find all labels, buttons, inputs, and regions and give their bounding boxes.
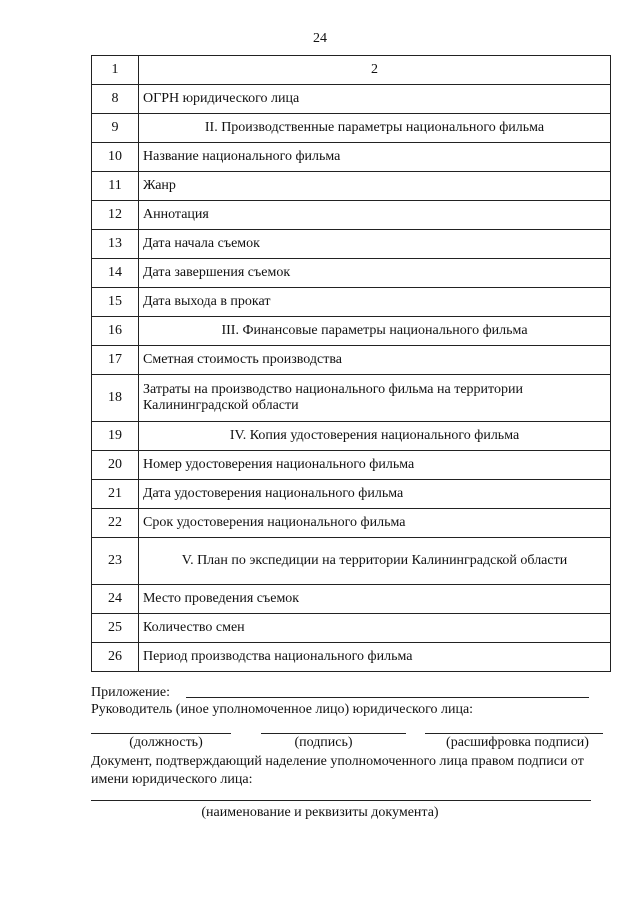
position-label: (должность) [129, 735, 203, 750]
field-label: Жанр [139, 172, 611, 201]
table-row [92, 614, 611, 643]
field-label: Место проведения съемок [139, 585, 611, 614]
row-number: 15 [92, 288, 139, 317]
section-title: II. Производственные параметры национального фильма [139, 114, 611, 143]
row-number: 24 [92, 585, 139, 614]
row-number: 13 [92, 230, 139, 259]
row-number: 21 [92, 480, 139, 509]
row-number: 23 [92, 538, 139, 585]
row-number: 12 [92, 201, 139, 230]
table-row [92, 85, 611, 114]
section-title: 2 [139, 56, 611, 85]
table-row [92, 172, 611, 201]
field-label: Период производства национального фильма [139, 643, 611, 672]
table-row [92, 317, 611, 346]
table-row [92, 643, 611, 672]
row-number: 16 [92, 317, 139, 346]
table-row [92, 114, 611, 143]
row-number: 25 [92, 614, 139, 643]
table-row [92, 143, 611, 172]
table-row [92, 230, 611, 259]
row-number: 1 [92, 56, 139, 85]
table-row [92, 346, 611, 375]
field-label: Номер удостоверения национального фильма [139, 451, 611, 480]
field-label: Аннотация [139, 201, 611, 230]
form-table [91, 55, 611, 672]
signature-label: (подпись) [294, 735, 353, 750]
row-number: 18 [92, 375, 139, 422]
document-text: Документ, подтверждающий наделение уполномоченного лица правом подписи от имени юридического лица: [91, 754, 584, 787]
table-row [92, 509, 611, 538]
table-row [92, 288, 611, 317]
section-title: IV. Копия удостоверения национального фильма [139, 422, 611, 451]
row-number: 11 [92, 172, 139, 201]
document-caption: (наименование и реквизиты документа) [201, 805, 439, 820]
field-label: Количество смен [139, 614, 611, 643]
decoding-line [425, 733, 603, 734]
table-row [92, 375, 611, 422]
signature-line [261, 733, 406, 734]
field-label: Затраты на производство национального фильма на территории Калининградской области [139, 375, 611, 422]
table-row [92, 585, 611, 614]
table-row [92, 480, 611, 509]
field-label: Дата выхода в прокат [139, 288, 611, 317]
table-row [92, 201, 611, 230]
row-number: 17 [92, 346, 139, 375]
row-number: 8 [92, 85, 139, 114]
table-header-row [92, 56, 611, 85]
head-label: Руководитель (иное уполномоченное лицо) юридического лица: [91, 702, 474, 717]
row-number: 26 [92, 643, 139, 672]
document-line [91, 800, 591, 801]
field-label: ОГРН юридического лица [139, 85, 611, 114]
page-number: 24 [313, 31, 327, 46]
row-number: 10 [92, 143, 139, 172]
attachment-row [91, 684, 611, 702]
row-number: 14 [92, 259, 139, 288]
section-title: III. Финансовые параметры национального фильма [139, 317, 611, 346]
table-row [92, 538, 611, 585]
row-number: 19 [92, 422, 139, 451]
position-line [91, 733, 231, 734]
decoding-label: (расшифровка подписи) [446, 735, 589, 750]
field-label: Дата начала съемок [139, 230, 611, 259]
field-label: Сметная стоимость производства [139, 346, 611, 375]
table-body [92, 56, 611, 672]
section-title: V. План по экспедиции на территории Калининградской области [139, 538, 611, 585]
table-row [92, 259, 611, 288]
row-number: 9 [92, 114, 139, 143]
field-label: Срок удостоверения национального фильма [139, 509, 611, 538]
table-row [92, 422, 611, 451]
attachment-line [186, 697, 589, 698]
row-number: 22 [92, 509, 139, 538]
attachment-label: Приложение: [91, 685, 171, 700]
field-label: Дата удостоверения национального фильма [139, 480, 611, 509]
field-label: Дата завершения съемок [139, 259, 611, 288]
row-number: 20 [92, 451, 139, 480]
field-label: Название национального фильма [139, 143, 611, 172]
table-row [92, 451, 611, 480]
